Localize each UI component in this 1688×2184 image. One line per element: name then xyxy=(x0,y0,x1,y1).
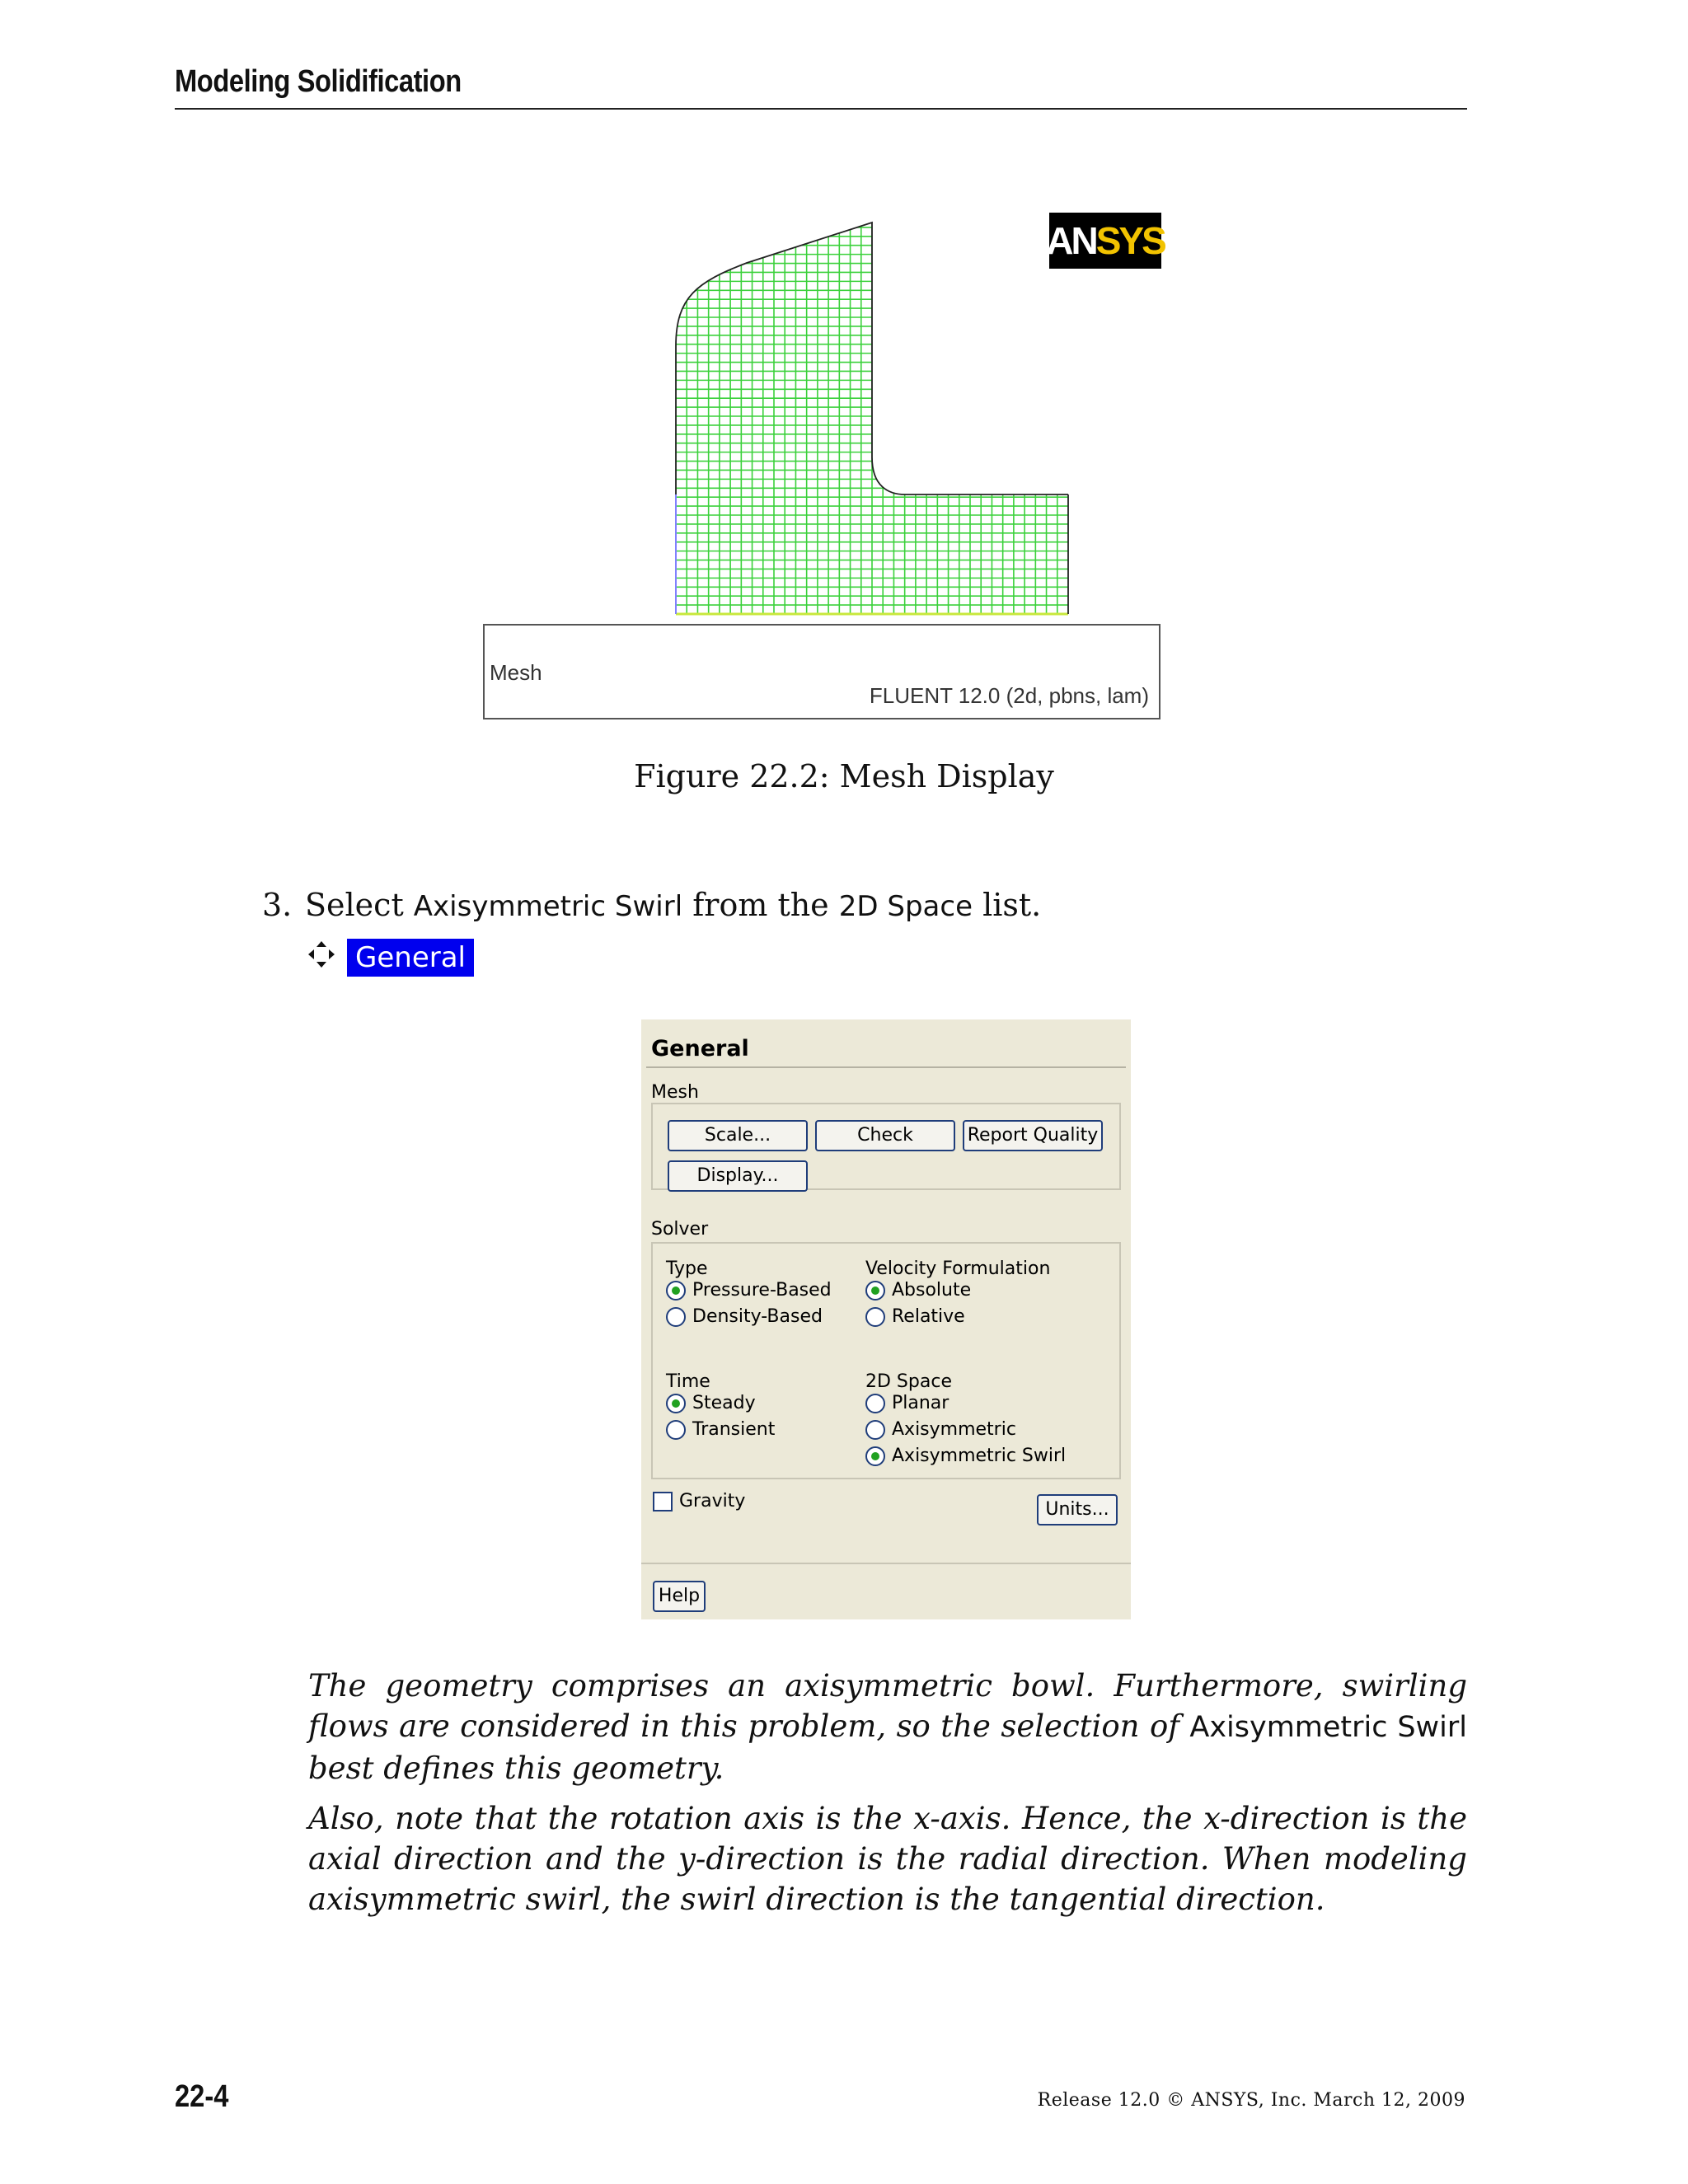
density-based-label: Density-Based xyxy=(692,1306,823,1327)
step-instruction xyxy=(305,887,1041,923)
header-rule xyxy=(175,108,1467,110)
note-paragraph-2: Also, note that the rotation axis is the x-axis. Hence, the x-direction is the axial direction and the y-direction is the radial direction. When modeling axisymmetric swirl, the swirl direction is the tangential direction. xyxy=(308,1801,1467,1917)
transient-radio[interactable] xyxy=(666,1420,686,1440)
navigation-arrows-icon xyxy=(307,940,336,969)
note-1-text-before: The geometry comprises an axisymmetric bowl. Furthermore, swirling flows are considered in this problem, so the selection of xyxy=(308,1668,1467,1744)
panel-title: General xyxy=(651,1036,749,1062)
axisymmetric-label: Axisymmetric xyxy=(892,1419,1016,1440)
time-label: Time xyxy=(666,1371,710,1392)
planar-radio[interactable] xyxy=(865,1394,885,1413)
logo-text-sys: SYS xyxy=(1095,219,1165,262)
relative-label: Relative xyxy=(892,1306,965,1327)
help-button[interactable]: Help xyxy=(653,1581,706,1612)
general-panel xyxy=(641,1019,1131,1619)
relative-radio[interactable] xyxy=(865,1307,885,1327)
absolute-label: Absolute xyxy=(892,1280,972,1301)
type-label: Type xyxy=(666,1258,708,1279)
display-button[interactable]: Display... xyxy=(668,1160,808,1192)
figure-caption: Figure 22.2: Mesh Display xyxy=(634,758,1054,794)
mesh-graphic xyxy=(483,210,1162,622)
velocity-formulation-label: Velocity Formulation xyxy=(865,1258,1051,1279)
step-list-name: 2D Space xyxy=(838,890,973,923)
transient-label: Transient xyxy=(692,1419,776,1440)
note-paragraph-1 xyxy=(308,1666,1467,1788)
solver-group-label: Solver xyxy=(651,1219,709,1240)
figure-info-box xyxy=(483,624,1160,719)
ansys-logo xyxy=(1046,213,1165,269)
gravity-checkbox[interactable] xyxy=(653,1492,673,1511)
step-option-name: Axisymmetric Swirl xyxy=(413,890,683,923)
pressure-based-label: Pressure-Based xyxy=(692,1280,832,1301)
panel-footer-rule xyxy=(641,1563,1131,1564)
report-quality-button[interactable]: Report Quality xyxy=(963,1120,1103,1151)
release-notice: Release 12.0 © ANSYS, Inc. March 12, 2009 xyxy=(1037,2090,1465,2111)
note-1-text-after: best defines this geometry. xyxy=(308,1750,724,1786)
mesh-group-label: Mesh xyxy=(651,1082,699,1103)
planar-label: Planar xyxy=(892,1393,950,1413)
check-button[interactable]: Check xyxy=(815,1120,955,1151)
logo-text-an: AN xyxy=(1046,219,1096,262)
step-number: 3. xyxy=(262,887,293,923)
figure-info-label: Mesh xyxy=(490,660,542,685)
panel-title-rule xyxy=(646,1066,1126,1068)
note-1-option-name: Axisymmetric Swirl xyxy=(1189,1711,1468,1744)
step-text-middle: from the xyxy=(682,887,839,923)
2d-space-label: 2D Space xyxy=(865,1371,952,1392)
scale-button[interactable]: Scale... xyxy=(668,1120,808,1151)
step-text-after: list. xyxy=(973,887,1042,923)
figure-info-version: FLUENT 12.0 (2d, pbns, lam) xyxy=(869,683,1149,708)
absolute-radio[interactable] xyxy=(865,1281,885,1301)
gravity-label: Gravity xyxy=(679,1491,746,1511)
steady-radio[interactable] xyxy=(666,1394,686,1413)
step-text-before: Select xyxy=(305,887,414,923)
page-number: 22-4 xyxy=(175,2079,229,2114)
axisymmetric-swirl-radio[interactable] xyxy=(865,1446,885,1466)
mesh-wall-outline xyxy=(676,223,1068,494)
density-based-radio[interactable] xyxy=(666,1307,686,1327)
steady-label: Steady xyxy=(692,1393,756,1413)
page-header-title: Modeling Solidification xyxy=(175,64,462,99)
pressure-based-radio[interactable] xyxy=(666,1281,686,1301)
axisymmetric-radio[interactable] xyxy=(865,1420,885,1440)
general-nav-link[interactable]: General xyxy=(347,939,474,977)
units-button[interactable]: Units... xyxy=(1037,1494,1118,1526)
axisymmetric-swirl-label: Axisymmetric Swirl xyxy=(892,1446,1067,1466)
